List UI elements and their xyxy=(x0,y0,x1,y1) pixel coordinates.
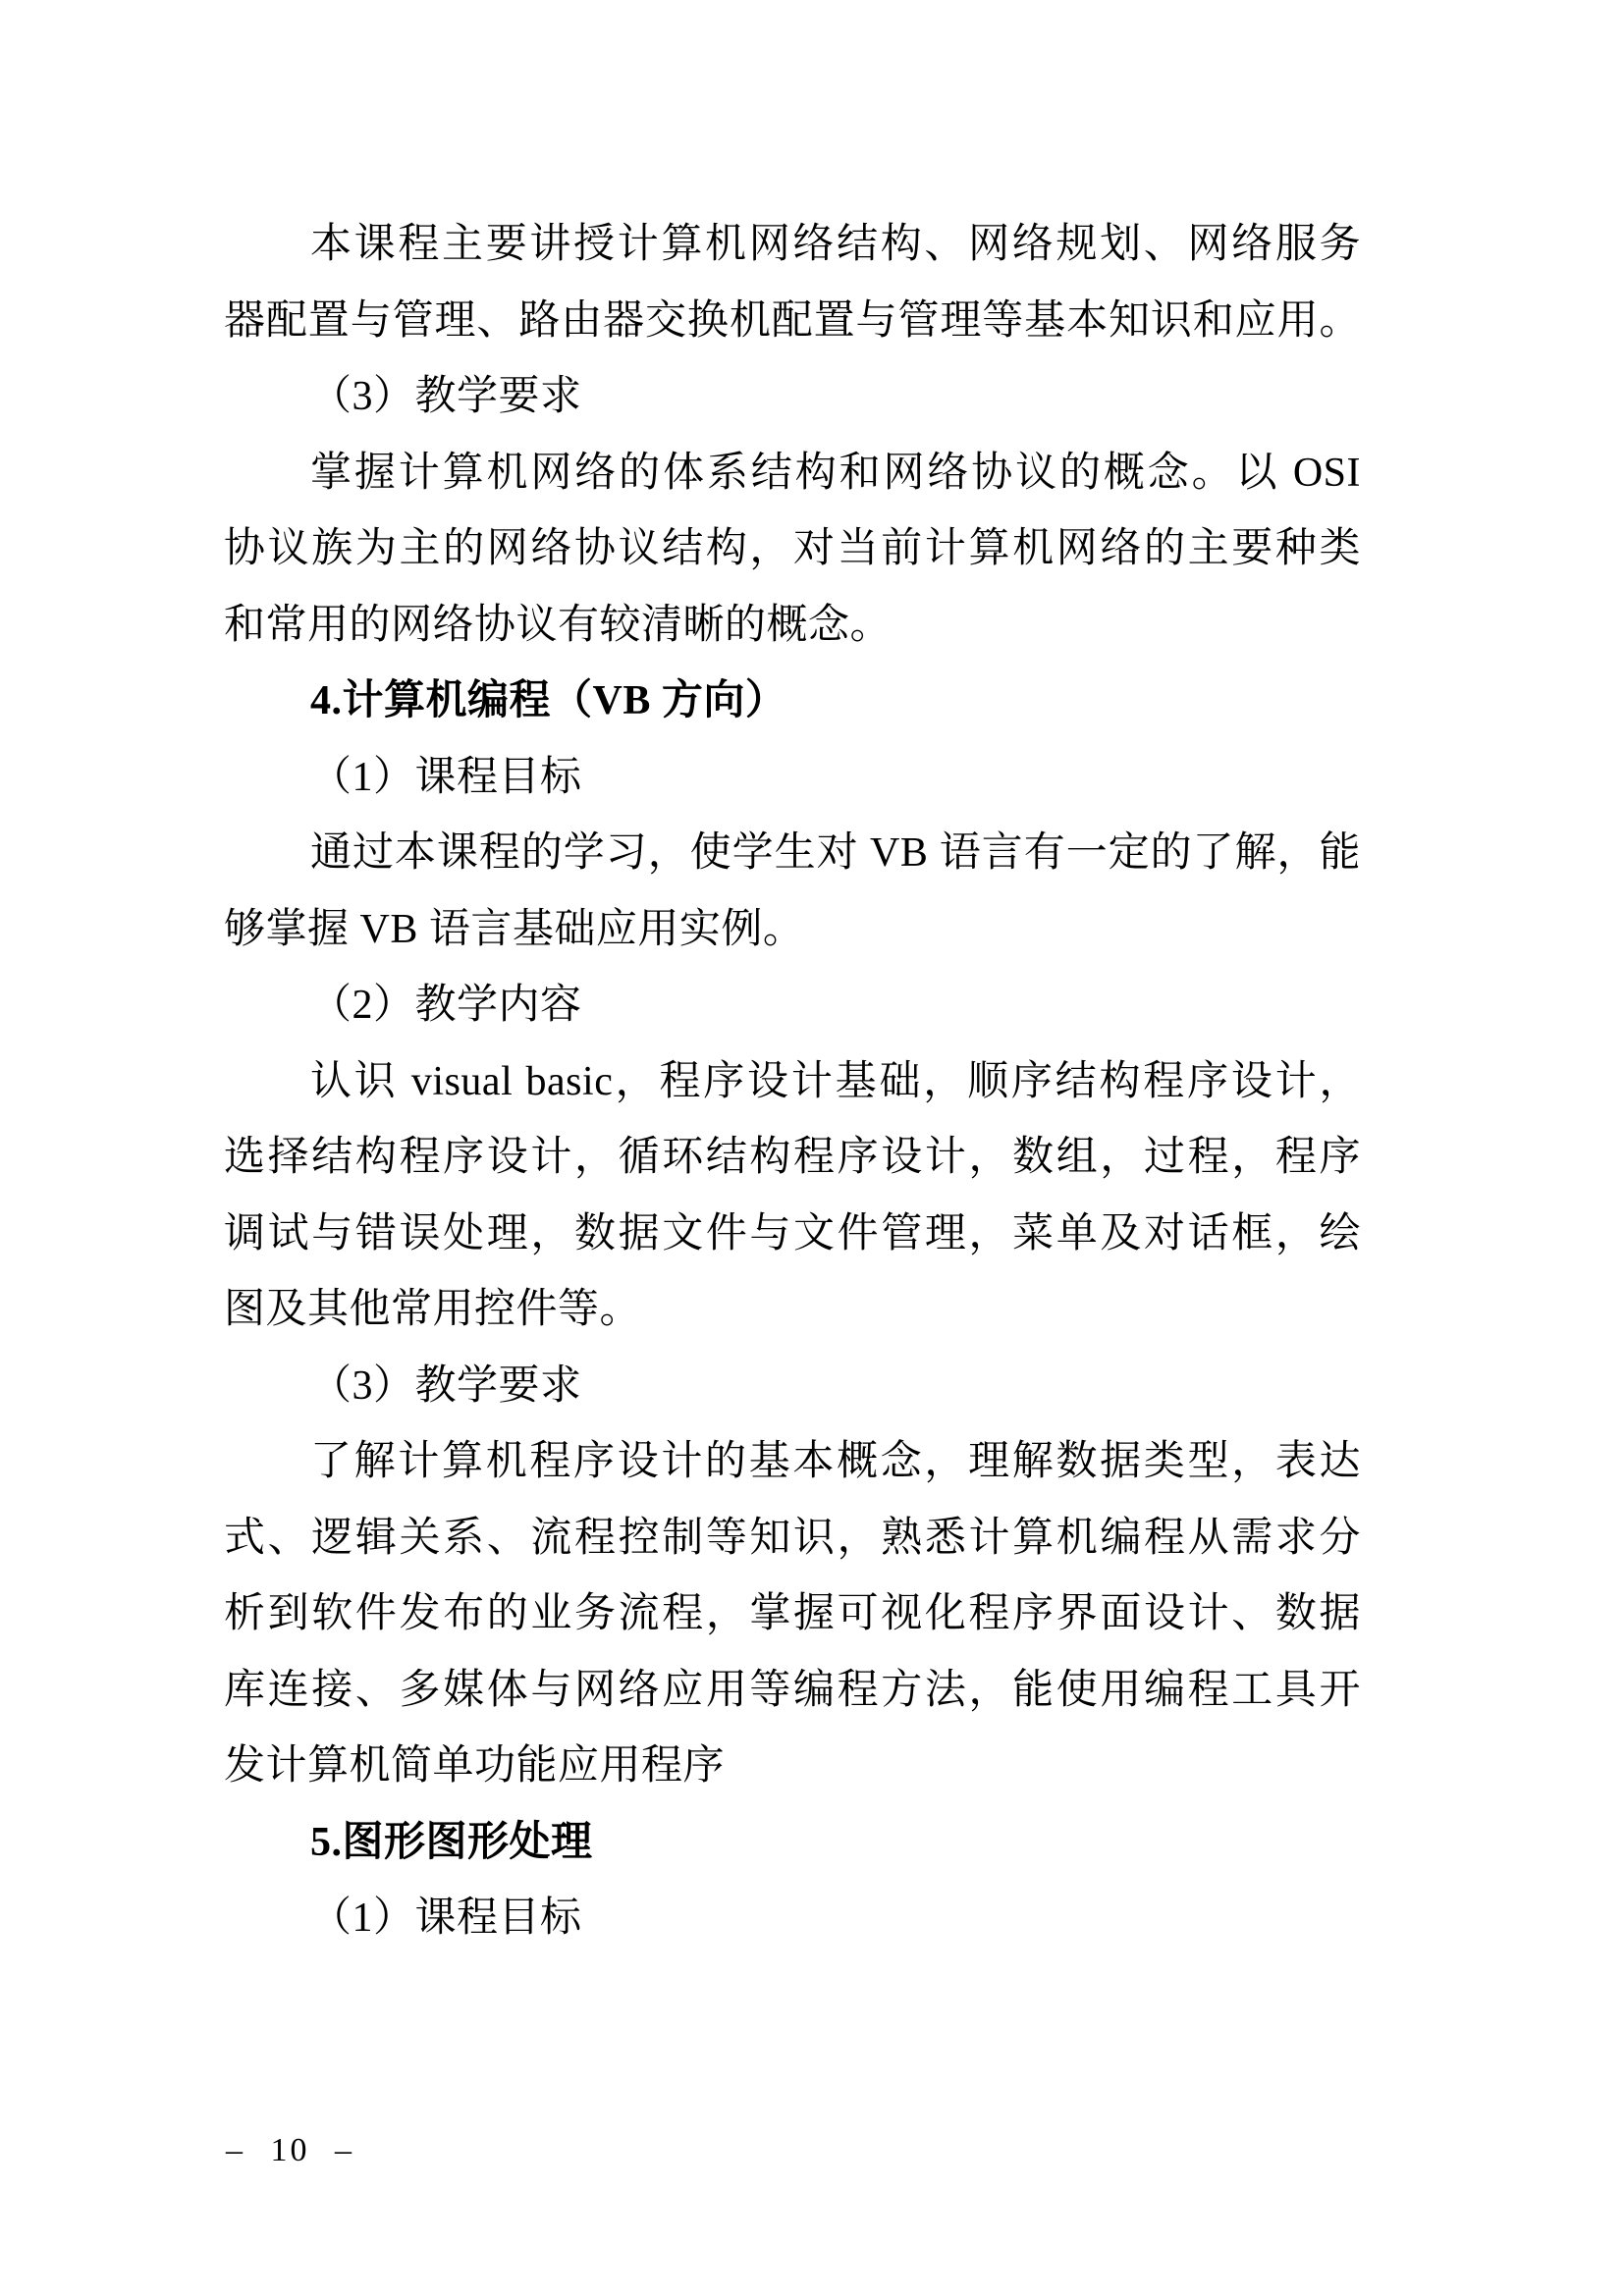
paragraph-line: 通过本课程的学习，使学生对 VB 语言有一定的了解，能 xyxy=(310,830,1361,876)
paragraph-line: 和常用的网络协议有较清晰的概念。 xyxy=(224,602,893,648)
paragraph-line: 认识 visual basic，程序设计基础，顺序结构程序设计， xyxy=(310,1058,1361,1104)
paragraph-line: 协议族为主的网络协议结构，对当前计算机网络的主要种类 xyxy=(224,526,1361,571)
paragraph-line: 式、逻辑关系、流程控制等知识，熟悉计算机编程从需求分 xyxy=(224,1515,1361,1561)
paragraph-line: （3）教学要求 xyxy=(310,374,582,419)
paragraph-line: 调试与错误处理，数据文件与文件管理，菜单及对话框，绘 xyxy=(224,1210,1361,1256)
paragraph-line: 图及其他常用控件等。 xyxy=(224,1287,642,1332)
paragraph-line: （1）课程目标 xyxy=(310,754,582,800)
paragraph-line: 掌握计算机网络的体系结构和网络协议的概念。以 OSI xyxy=(310,450,1361,496)
section-heading: 5.图形图形处理 xyxy=(310,1819,593,1865)
document-body xyxy=(224,207,1361,1957)
paragraph-line: （2）教学内容 xyxy=(310,983,582,1028)
section-heading: 4.计算机编程（VB 方向） xyxy=(310,678,787,723)
paragraph-line: 够掌握 VB 语言基础应用实例。 xyxy=(224,906,805,952)
paragraph-line: 本课程主要讲授计算机网络结构、网络规划、网络服务 xyxy=(310,222,1361,267)
page-footer xyxy=(226,2132,354,2169)
paragraph-line: （1）课程目标 xyxy=(310,1896,582,1941)
paragraph-line: （3）教学要求 xyxy=(310,1362,582,1409)
paragraph-line: 析到软件发布的业务流程，掌握可视化程序界面设计、数据 xyxy=(224,1591,1361,1636)
paragraph-line: 了解计算机程序设计的基本概念，理解数据类型，表达 xyxy=(310,1439,1361,1484)
page-number: – 10 – xyxy=(226,2132,354,2168)
paragraph-line: 器配置与管理、路由器交换机配置与管理等基本知识和应用。 xyxy=(224,297,1361,344)
paragraph-line: 选择结构程序设计，循环结构程序设计，数组，过程，程序 xyxy=(224,1135,1361,1180)
paragraph-line: 库连接、多媒体与网络应用等编程方法，能使用编程工具开 xyxy=(224,1667,1361,1713)
paragraph-line: 发计算机简单功能应用程序 xyxy=(224,1743,726,1789)
